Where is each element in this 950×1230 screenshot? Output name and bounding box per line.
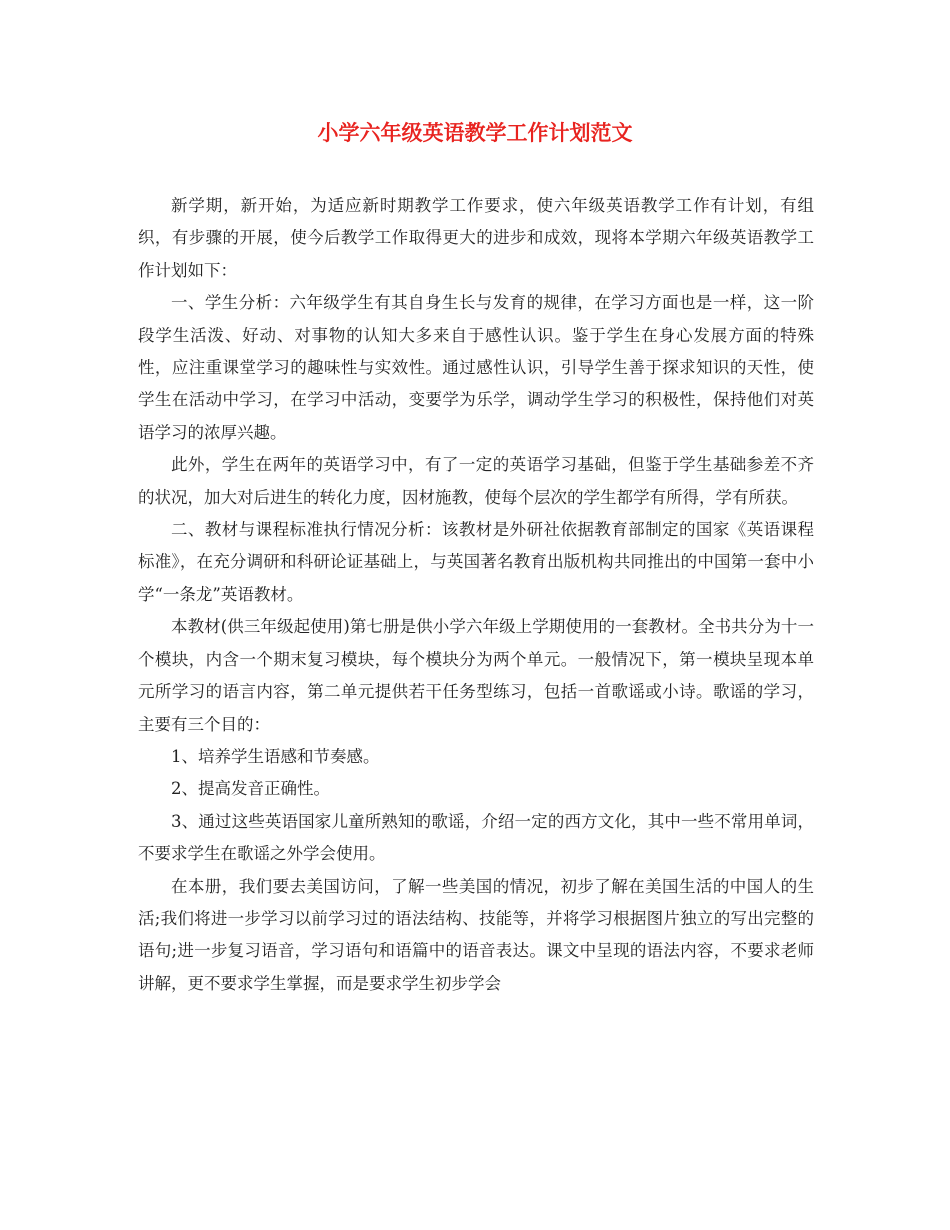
document-title: 小学六年级英语教学工作计划范文 — [317, 120, 633, 145]
paragraph-student-basis: 此外，学生在两年的英语学习中，有了一定的英语学习基础，但鉴于学生基础参差不齐的状况，加大对后进生的转化力度，因材施教，使每个层次的学生都学有所得，学有所获。 — [138, 455, 814, 507]
paragraph-this-volume: 在本册，我们要去美国访问，了解一些美国的情况，初步了解在美国生活的中国人的生活;我们将进一步学习以前学习过的语法结构、技能等，并将学习根据图片独立的写出完整的语句;进一步复习语音，学习语句和语篇中的语音表达。课文中呈现的语法内容，不要求老师讲解，更不要求学生掌握，而是要求学生初步学会 — [138, 876, 814, 993]
paragraph-purpose-2: 2、提高发音正确性。 — [171, 779, 330, 799]
paragraph-student-analysis: 一、学生分析：六年级学生有其自身生长与发育的规律，在学习方面也是一样，这一阶段学生活泼、好动、对事物的认知大多来自于感性认识。鉴于学生在身心发展方面的特殊性，应注重课堂学习的趣味性与实效性。通过感性认识，引导学生善于探求知识的天性，使学生在活动中学习，在学习中活动，变要学为乐学，调动学生学习的积极性，保持他们对英语学习的浓厚兴趣。 — [138, 293, 814, 442]
document-body — [138, 190, 814, 1000]
paragraph-intro: 新学期，新开始，为适应新时期教学工作要求，使六年级英语教学工作有计划，有组织，有步骤的开展，使今后教学工作取得更大的进步和成效，现将本学期六年级英语教学工作计划如下： — [138, 196, 814, 280]
paragraph-purpose-3: 3、通过这些英语国家儿童所熟知的歌谣，介绍一定的西方文化，其中一些不常用单词，不要求学生在歌谣之外学会使用。 — [138, 811, 814, 864]
paragraph-purpose-1: 1、培养学生语感和节奏感。 — [171, 746, 380, 766]
paragraph-textbook-structure: 本教材(供三年级起使用)第七册是供小学六年级上学期使用的一套教材。全书共分为十一个模块，内含一个期末复习模块，每个模块分为两个单元。一般情况下，第一模块呈现本单元所学习的语言内容，第二单元提供若干任务型练习，包括一首歌谣或小诗。歌谣的学习，主要有三个目的： — [138, 617, 814, 734]
paragraph-textbook-analysis: 二、教材与课程标准执行情况分析：该教材是外研社依据教育部制定的国家《英语课程标准》，在充分调研和科研论证基础上，与英国著名教育出版机构共同推出的中国第一套中小学“一条龙”英语教材。 — [138, 520, 814, 604]
